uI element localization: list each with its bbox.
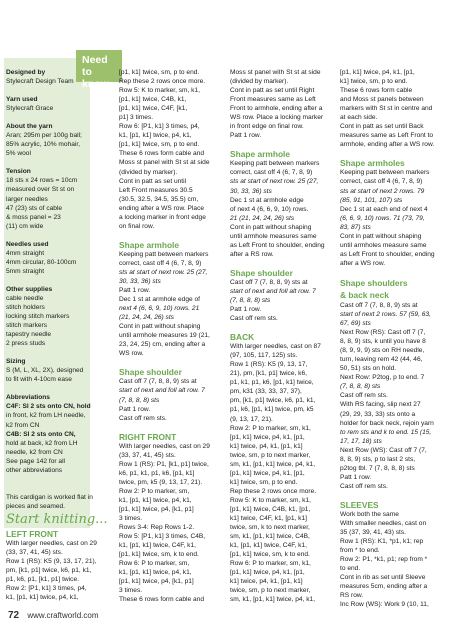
text-line (340, 268, 448, 277)
text-line: Row 5: K to marker, sm, k1, (230, 496, 311, 504)
section-heading: Shape armholes (340, 158, 405, 169)
text-line: tapestry needle (6, 331, 52, 339)
text-line: Tension (6, 168, 31, 176)
text-line: Row 2: P to marker, sm, (119, 487, 190, 495)
text-line: Aran; 295m per 100g ball; (6, 132, 82, 140)
text-line: k1] twice, sm, p to end. (340, 78, 408, 86)
text-line: Row 1 (RS): P1, [k1, p1] twice, (119, 460, 209, 468)
text-line: k1, [p1, k1] twice, p4, k1, (119, 496, 192, 504)
start-knitting-heading: Start knitting... (6, 511, 108, 527)
text-line: 18 sts x 24 rows = 10cm (6, 177, 78, 185)
text-line: twice, sm, p to next marker, (230, 587, 311, 595)
text-line: p1, k6, p1, [k1, p1] twice. (6, 576, 79, 584)
text-line: Moss st panel with St st at side (119, 159, 210, 167)
text-line: (9, 13, 17, 21). (230, 415, 273, 423)
text-line: k1, [p1, k1] twice, p4, k1, (119, 132, 192, 140)
text-line: k6, p1, k1, p1, k6, [p1, k1] (119, 469, 195, 477)
text-line: p1, k1, p1, k6, [p1, k1] twice, (230, 379, 314, 387)
text-line: Front measures same as Left (230, 96, 316, 104)
text-line: Cont in patt as set until Back (340, 123, 424, 131)
text-line: [p1, k1] twice, sm, k to end. (119, 551, 199, 559)
text-line: Keeping patt between markers (119, 250, 209, 258)
text-line: ending after a WS row. Place (119, 204, 205, 212)
text-line: [p1, k1] twice, C4B, k1, [p1, (230, 505, 311, 513)
text-line: next 4 (6, 6, 9, 10) rows. 21 (119, 305, 200, 313)
text-line: of next 4 (6, 6, 9, 10) rows. (230, 205, 309, 213)
text-line: With RS facing, slip next 27 (340, 401, 421, 409)
text-line (119, 231, 226, 240)
text-line: Patt 1 row. (230, 306, 262, 314)
text-line: start of next 2 rows. 57 (59, 63, (340, 310, 431, 318)
text-line: Row 6: [P1, k1] 3 times, p4, (119, 123, 200, 131)
section-heading: RIGHT FRONT (119, 431, 177, 442)
text-line: (divided by marker). (119, 168, 178, 176)
text-line: measured over St st on (6, 186, 75, 194)
text-line: (divided by marker). (230, 78, 289, 86)
text-line: 5% wool (6, 150, 31, 158)
text-line: p1] 3 times. (119, 114, 154, 122)
text-line: (6, 6, 9, 10) rows. 71 (73, 79, (340, 214, 425, 222)
text-line: from * to end. (340, 547, 380, 555)
text-line: RS row. (340, 592, 364, 600)
text-line: [p1, k1] twice, p4, [k1, p1] (119, 578, 194, 586)
text-line: 30, 33, 36) sts (230, 187, 272, 195)
text-line: (29, 29, 33, 33) sts onto a (340, 410, 416, 418)
page-number: 72 (8, 610, 20, 621)
text-line: pm, [k1, p1] twice, k6, p1, k1, (6, 567, 92, 575)
text-line: C4F: Sl 2 sts onto CN, hold (6, 403, 91, 411)
text-line: Patt 1 row. (230, 132, 262, 140)
text-line: Cast off 7 (7, 8, 8, 9) sts at (119, 378, 197, 386)
text-line: 83, 87) sts (340, 223, 371, 231)
text-line (6, 158, 110, 167)
text-line: 5mm straight (6, 267, 45, 275)
text-line: 21), pm, [k1, p1] twice, k6, (230, 370, 307, 378)
text-line: k1, [p1, k1] twice, C4F, k1, (119, 542, 196, 550)
text-line: These 6 rows form cable (340, 87, 413, 95)
column-3 (230, 68, 337, 604)
text-line: k1] twice, p4, k1, [p1, k1] (230, 442, 303, 450)
text-line: 17, 17, 18) sts (340, 437, 382, 445)
text-line: C4B: Sl 2 sts onto CN, (6, 430, 76, 438)
text-line: k1, [p1, k1] twice, p4, k1, (6, 594, 79, 602)
text-line: until armhole measures same (230, 232, 317, 240)
text-line: This cardigan is worked flat in (6, 493, 93, 501)
text-line: Work both the same (340, 510, 399, 518)
text-line: 35 (37, 39, 41, 43) sts. (340, 529, 406, 537)
text-line: Stylecraft Design Team (6, 78, 74, 86)
text-line: [p1, k1] twice, C4F, [k1, (119, 105, 188, 113)
text-line: markers with St st in centre and (340, 105, 433, 113)
text-line: 4mm circular, 80-100cm (6, 258, 77, 266)
text-line: start of next and foll alt row. 7 (119, 387, 205, 395)
text-line (119, 423, 226, 432)
text-line: after a WS row. (340, 259, 386, 267)
text-line: Patt 1 row. (340, 473, 372, 481)
section-heading: Shape shoulder (119, 367, 182, 378)
text-line: [p1, k1] twice, sm, p to end. (119, 69, 200, 76)
text-line: pieces and seamed. (6, 502, 66, 510)
text-line: Yarn used (6, 96, 38, 104)
text-line: 23, 24, 25) cm, ending after a (119, 341, 206, 349)
text-line: Next Row (RS): Cast off 7 (7, (340, 329, 426, 337)
text-line: holder for back neck, rejoin yarn (340, 419, 434, 427)
text-line: a locking marker in front edge (119, 213, 206, 221)
text-line: after a RS row. (230, 250, 274, 258)
text-line: 50, 51) sts on hold. (340, 365, 397, 373)
text-line: (33, 37, 41, 45) sts. (6, 548, 63, 556)
text-line: Dec 1 st at armhole edge (230, 196, 304, 204)
text-line: sm, k1, [p1, k1] twice, C4B, (230, 533, 310, 541)
column-4 (340, 68, 448, 609)
text-line: Needles used (6, 240, 49, 248)
text-line: k1] twice, C4F, k1, [p1, k1] (230, 515, 307, 523)
text-line: until armholes measure same (340, 241, 427, 249)
text-line: Cast off rem sts. (340, 482, 388, 490)
text-line: Abbreviations (6, 394, 50, 402)
text-line: Row 2: P1, *k1, p1; rep from * (340, 556, 428, 564)
text-line: [p1, k1] twice, p4, k1, [p1, (340, 69, 415, 76)
text-line: measures same as Left Front to (340, 132, 434, 140)
text-line: Cast off 7 (7, 8, 8, 9) sts at (340, 301, 418, 309)
text-line: Row 2: [P1, k1] 3 times, p4, (6, 585, 87, 593)
text-line: (33, 37, 41, 45) sts. (119, 451, 176, 459)
text-line: twice, sm, p to next marker, (230, 451, 311, 459)
text-line: Cast off rem sts. (230, 315, 278, 323)
text-line: correct, cast off 4 (6, 7, 8, 9) (340, 178, 423, 186)
text-line: (97, 105, 117, 125) sts. (230, 352, 298, 360)
text-line (119, 358, 226, 367)
text-line: (7, 8, 8, 8) sts (230, 296, 271, 304)
text-line: Sizing (6, 358, 26, 366)
text-line: in front, k2 from LH needle, (6, 412, 86, 420)
text-line: locking stitch markers (6, 313, 70, 321)
text-line: pm, [k1, p1] twice, k6, p1, k1, (230, 397, 316, 405)
text-line: k1] twice, p4, k1, [p1, k1] (230, 578, 303, 586)
text-line: Cont in patt without shaping (230, 223, 312, 231)
section-heading: Shape shoulder (230, 267, 293, 278)
text-line: Patt 1 row. (119, 287, 151, 295)
text-line (6, 231, 110, 240)
text-line: k1, [p1, k1] twice, p4, k1, (119, 569, 192, 577)
text-line (6, 86, 110, 95)
text-line: Cont in rib as set until Sleeve (340, 574, 426, 582)
section-heading: SLEEVES (340, 499, 379, 510)
text-line: 21 (21, 24, 24, 26) sts (230, 214, 295, 222)
text-line: Front to armhole, ending after a (230, 105, 323, 113)
text-line: With smaller needles, cast on (340, 519, 427, 527)
text-line: Designed by (6, 69, 46, 76)
text-line: sm, k1, [p1, k1] twice, p4, k1, (230, 596, 316, 604)
text-line: Rows 3-4: Rep Rows 1-2. (119, 524, 195, 532)
text-line: p1, k6, [p1, k1] twice, pm, k5 (230, 406, 314, 414)
text-line: to rem sts and k to end. 15 (15, (340, 428, 432, 436)
text-line: Row 6: P to marker, sm, (119, 560, 190, 568)
text-line: [p1, k1] twice, p4, k1, [p1, (230, 569, 305, 577)
text-line: With larger needles, cast on 29 (119, 442, 210, 450)
text-line: Cont in patt as set until (119, 177, 187, 185)
column-2 (119, 68, 226, 604)
text-line: [p1, k1] twice, p4, k1, [p1, (230, 469, 305, 477)
text-line: in front edge on final row. (230, 123, 304, 131)
text-line: correct, cast off 4 (6, 7, 8, 9) (119, 259, 202, 267)
text-line: sm, k1, [p1, k1] twice, p4, k1, (230, 460, 316, 468)
section-heading: & back neck (340, 289, 389, 300)
text-line: Dec 1 st at each end of next 4 (340, 205, 428, 213)
text-line: WS row. Place a locking marker (230, 114, 324, 122)
text-line: sts at start of next 2 rows. 79 (340, 187, 425, 195)
text-line: 47 (23) sts of cable (6, 204, 63, 212)
text-line (6, 276, 110, 285)
text-line: Cont in patt without shaping (340, 232, 422, 240)
text-line: Cont in patt as set until Right (230, 87, 315, 95)
text-line: sts at start of next row. 25 (27, (230, 178, 319, 186)
text-line: k1] twice, sm, p to end. (230, 478, 298, 486)
text-line: About the yarn (6, 123, 53, 131)
text-line: measures 5cm, ending after a (340, 583, 428, 591)
section-heading: Shape armhole (230, 149, 291, 160)
page-footer (8, 610, 98, 621)
text-line: These 6 rows form cable and (119, 150, 205, 158)
text-line: larger needles (6, 195, 48, 203)
text-line: 8, 8, 9) sts, p to last 2 sts, (340, 455, 416, 463)
text-line: Rep these 2 rows once more. (230, 487, 317, 495)
text-line (6, 475, 110, 484)
section-heading: LEFT FRONT (6, 528, 59, 539)
text-line (6, 348, 110, 357)
text-line: armhole, ending after a WS row. (340, 141, 435, 149)
text-line: Other supplies (6, 285, 53, 293)
text-line: These 6 rows form cable and (119, 596, 205, 604)
text-line: 30, 33, 36) sts (119, 277, 161, 285)
text-line: Next Row (WS): Cast off 7 (7, (340, 446, 427, 454)
text-line: other abbreviations (6, 466, 63, 474)
text-line: Left Front measures 30.5 (119, 186, 193, 194)
text-line: Row 5: [P1, k1] 3 times, C4B, (119, 533, 206, 541)
text-line: Row 2: P to marker, sm, k1, (230, 424, 311, 432)
text-line: (85, 91, 101, 107) sts (340, 196, 403, 204)
text-line: stitch holders (6, 303, 45, 311)
text-line: and Moss st panels between (340, 96, 424, 104)
text-line: as Left Front to shoulder, ending (340, 250, 435, 258)
section-heading: BACK (230, 332, 255, 343)
text-line: See page 142 for all (6, 457, 66, 465)
text-line: k2 from CN (6, 421, 40, 429)
text-line: Row 6: P to marker, sm, k1, (230, 560, 311, 568)
text-line: Cont in patt without shaping (119, 323, 201, 331)
text-line: 3 times. (119, 515, 143, 523)
text-line: twice, sm, k to next marker, (230, 524, 310, 532)
text-line: Cast off 7 (7, 8, 8, 9) sts at (230, 278, 308, 286)
need-to-know-tab: Need to know... (76, 50, 122, 82)
text-line: [p1, k1] twice, sm, p to end. (119, 141, 200, 149)
text-line: hold at back, k2 from LH (6, 439, 78, 447)
section-heading: Shape armhole (119, 239, 180, 250)
text-line: Stylecraft Grace (6, 105, 54, 113)
text-line: 4mm straight (6, 249, 45, 257)
text-line: (7, 8, 8, 8) sts (340, 383, 381, 391)
text-line: 3 times. (119, 587, 143, 595)
section-heading: Shape shoulders (340, 277, 408, 288)
text-line: 2 press studs (6, 340, 46, 348)
text-line: at each side. (340, 114, 378, 122)
text-line: twice, pm, k5 (9, 13, 17, 21). (119, 478, 203, 486)
text-line: Row 1 (RS): K5 (9, 13, 17, (230, 361, 308, 369)
text-line (230, 140, 337, 149)
text-line: (7, 8, 8, 8) sts (119, 396, 160, 404)
text-line: on final row. (119, 222, 155, 230)
text-line: to fit with 4-10cm ease (6, 376, 72, 384)
text-line: correct, cast off 4 (6, 7, 8, 9) (230, 169, 313, 177)
text-line: start of next and foll alt row. 7 (230, 287, 316, 295)
text-line: S (M, L, XL, 2X), designed (6, 367, 84, 375)
text-line: Next Row: P2tog, p to end. 7 (340, 374, 425, 382)
text-line: [p1, k1] twice, p4, k1, [p1, (230, 433, 305, 441)
text-line: cable needle (6, 294, 44, 302)
text-line: sts at start of next row. 25 (27, (119, 268, 208, 276)
text-line: (21, 24, 24, 26) sts (119, 314, 174, 322)
text-line: (8, 9, 9, 9) sts on RH needle, (340, 347, 425, 355)
text-line: needle, k2 from CN (6, 448, 63, 456)
text-line: Row 1 (RS): K5 (9, 13, 17, 21), (6, 557, 97, 565)
text-line (6, 384, 110, 393)
text-line (340, 149, 448, 158)
text-line: Row 5: K to marker, sm, k1, (119, 87, 200, 95)
text-line: k1, [p1, k1] twice, C4F, k1, (230, 542, 307, 550)
text-line: as Left Front to shoulder, ending (230, 241, 325, 249)
text-line: & moss panel = 23 (6, 213, 61, 221)
text-line: Keeping patt between markers (230, 160, 320, 168)
text-line: [p1, k1] twice, p4, [k1, p1] (119, 505, 194, 513)
text-line: until armhole measures 19 (21, (119, 332, 210, 340)
text-line: WS row. (119, 350, 144, 358)
text-line: With larger needles, cast on 87 (230, 343, 321, 351)
text-line: Keeping patt between markers (340, 169, 430, 177)
text-line: Rep these 2 rows once more. (119, 78, 206, 86)
text-line: to end. (340, 565, 361, 573)
text-line: p2tog tbl. 7 (7, 8, 8, 8) sts (340, 464, 415, 472)
text-line: pm, k31 (33, 33, 37, 37), (230, 388, 302, 396)
text-line: 85% acrylic, 10% mohair, (6, 141, 81, 149)
text-line: Cast off rem sts. (119, 414, 167, 422)
text-line: Inc Row (WS): Work 9 (10, 11, (340, 601, 429, 609)
column-1 (6, 68, 110, 602)
text-line (340, 491, 448, 500)
text-line: (11) cm wide (6, 222, 44, 230)
text-line (230, 323, 337, 332)
text-line: [p1, k1] twice, sm, k to end. (230, 551, 310, 559)
text-line: 8, 8, 9) sts, k until you have 8 (340, 338, 426, 346)
text-line: Row 1 (RS): K1, *p1, k1; rep (340, 538, 424, 546)
text-line: Cast off rem sts. (340, 392, 388, 400)
text-line: Dec 1 st at armhole edge of (119, 296, 201, 304)
text-line: With larger needles, cast on 29 (6, 539, 97, 547)
text-line (6, 113, 110, 122)
text-line: [p1, k1] twice, C4B, k1, (119, 96, 187, 104)
text-line (6, 484, 110, 493)
text-line: (30.5, 32.5, 34.5, 35.5) cm, (119, 195, 199, 203)
text-line: Patt 1 row. (119, 405, 151, 413)
text-line: turn, leaving rem 42 (44, 46, (340, 356, 423, 364)
text-line: Moss st panel with St st at side (230, 69, 321, 76)
footer-url: www.craftworld.com (27, 611, 99, 620)
text-line (230, 259, 337, 268)
text-line: 67, 69) sts (340, 320, 371, 328)
text-line: stitch markers (6, 322, 48, 330)
